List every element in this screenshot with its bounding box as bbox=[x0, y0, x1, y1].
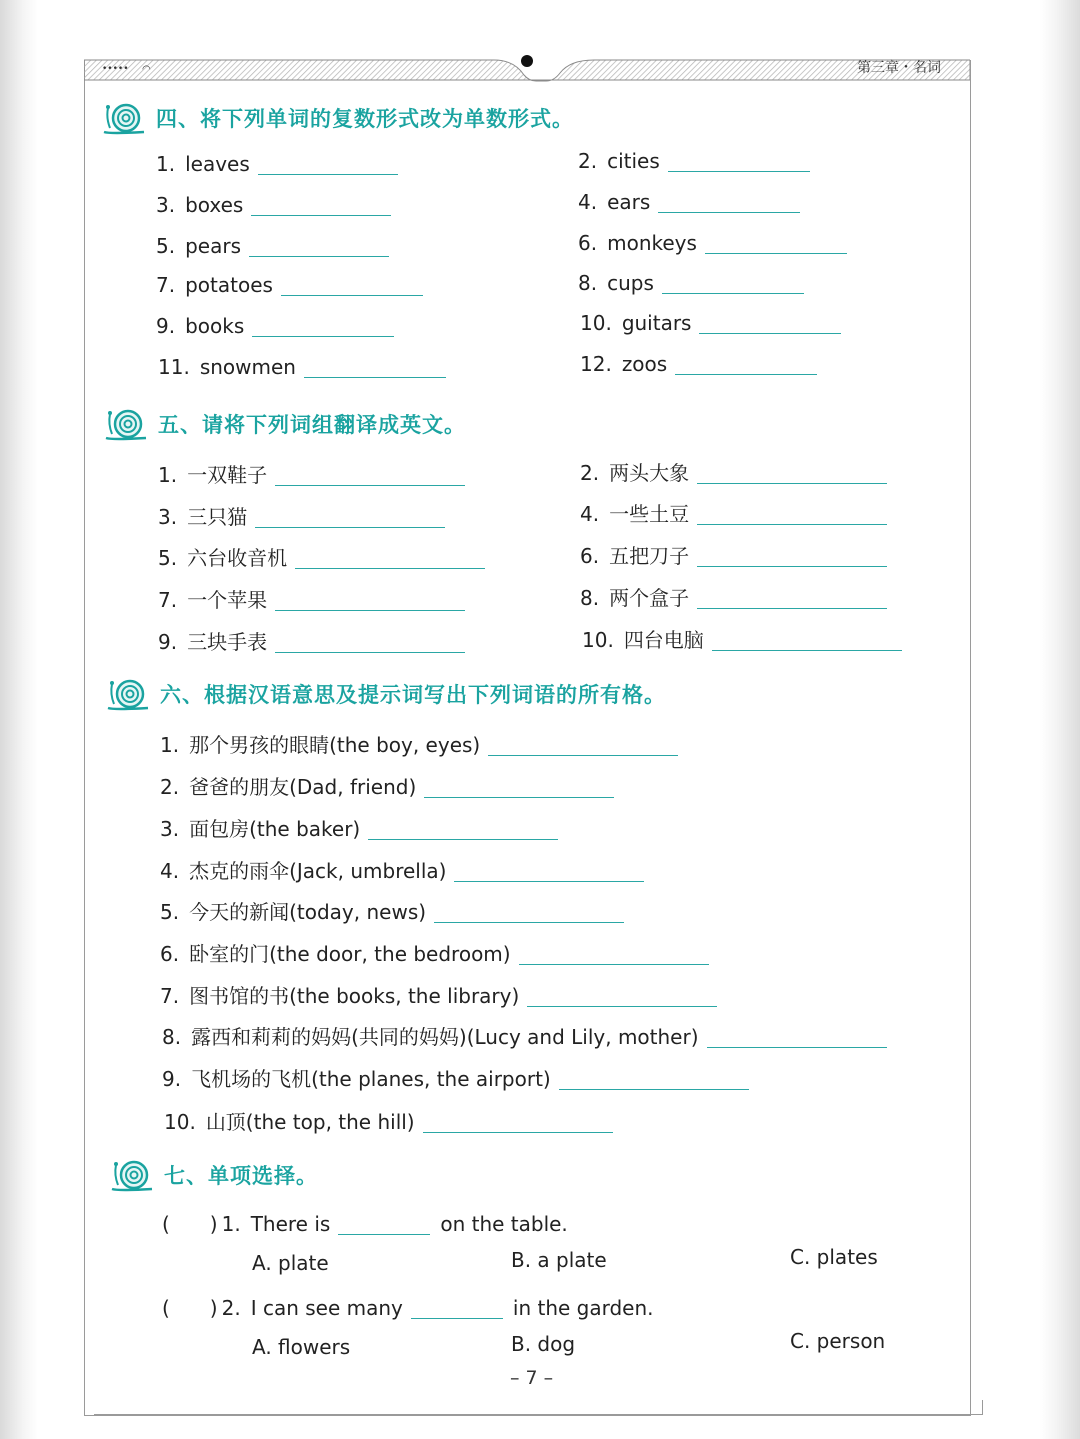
chapter-label: 第三章・名词 bbox=[857, 60, 941, 76]
item-number: 8. bbox=[578, 271, 598, 295]
answer-blank[interactable] bbox=[697, 482, 887, 484]
list-item bbox=[578, 231, 847, 255]
snail-icon bbox=[102, 404, 152, 444]
list-item bbox=[158, 355, 446, 379]
choice-c[interactable]: C. person bbox=[790, 1329, 886, 1353]
item-number: 2. bbox=[160, 775, 180, 799]
page-frame-right bbox=[970, 60, 983, 1415]
list-item bbox=[578, 190, 800, 214]
list-item bbox=[580, 582, 887, 611]
item-number: 2. bbox=[580, 461, 600, 485]
item-text: 卧室的门(the door, the bedroom) bbox=[189, 942, 511, 966]
answer-blank[interactable] bbox=[488, 754, 678, 756]
item-number: 3. bbox=[160, 817, 180, 841]
item-number: 4. bbox=[160, 859, 180, 883]
item-text: cities bbox=[607, 149, 660, 173]
item-number: 8. bbox=[580, 586, 600, 610]
item-text: 三块手表 bbox=[187, 630, 268, 654]
answer-blank[interactable] bbox=[295, 567, 485, 569]
list-item bbox=[160, 855, 644, 884]
answer-blank[interactable] bbox=[675, 373, 817, 375]
question-2 bbox=[162, 1292, 654, 1321]
answer-blank[interactable] bbox=[705, 252, 847, 254]
list-item bbox=[160, 813, 558, 842]
item-text: cups bbox=[607, 271, 654, 295]
item-number: 1. bbox=[160, 733, 180, 757]
answer-blank[interactable] bbox=[338, 1233, 430, 1235]
answer-blank[interactable] bbox=[411, 1317, 503, 1319]
item-number: 2. bbox=[578, 149, 598, 173]
item-text: leaves bbox=[185, 152, 250, 176]
snail-icon bbox=[100, 98, 150, 138]
list-item bbox=[578, 271, 804, 295]
choice-c[interactable]: C. plates bbox=[790, 1245, 878, 1269]
list-item bbox=[580, 498, 887, 527]
answer-blank[interactable] bbox=[434, 921, 624, 923]
list-item bbox=[160, 896, 624, 925]
choice-b[interactable]: B. a plate bbox=[511, 1248, 607, 1272]
item-number: 9. bbox=[162, 1067, 182, 1091]
answer-blank[interactable] bbox=[252, 335, 394, 337]
question-text-pre: I can see many bbox=[250, 1296, 403, 1320]
question-1 bbox=[162, 1208, 568, 1237]
answer-blank[interactable] bbox=[249, 255, 389, 257]
page-frame-bottom bbox=[94, 1400, 983, 1415]
item-number: 10. bbox=[582, 628, 614, 652]
list-item bbox=[160, 771, 614, 800]
section-4-title: 四、将下列单词的复数形式改为单数形式。 bbox=[156, 107, 574, 131]
section-7-title: 七、单项选择。 bbox=[164, 1164, 318, 1188]
item-text: guitars bbox=[621, 311, 692, 335]
answer-blank[interactable] bbox=[658, 211, 800, 213]
item-text: 杰克的雨伞(Jack, umbrella) bbox=[189, 859, 447, 883]
list-item bbox=[158, 542, 485, 571]
item-number: 8. bbox=[162, 1025, 182, 1049]
item-number: 5. bbox=[160, 900, 180, 924]
list-item bbox=[156, 314, 394, 338]
item-text: 露西和莉莉的妈妈(共同的妈妈)(Lucy and Lily, mother) bbox=[191, 1025, 699, 1049]
answer-blank[interactable] bbox=[668, 170, 810, 172]
list-item bbox=[580, 540, 887, 569]
item-number: 10. bbox=[164, 1110, 196, 1134]
list-item bbox=[160, 938, 709, 967]
question-text-post: in the garden. bbox=[512, 1296, 654, 1320]
list-item bbox=[158, 459, 465, 488]
section-7-heading bbox=[108, 1155, 318, 1195]
item-text: zoos bbox=[621, 352, 668, 376]
item-text: boxes bbox=[185, 193, 244, 217]
list-item bbox=[158, 501, 445, 530]
item-text: 爸爸的朋友(Dad, friend) bbox=[189, 775, 417, 799]
section-6-title: 六、根据汉语意思及提示词写出下列词语的所有格。 bbox=[160, 683, 666, 707]
answer-blank[interactable] bbox=[662, 292, 804, 294]
item-text: monkeys bbox=[607, 231, 697, 255]
section-5-title: 五、请将下列词组翻译成英文。 bbox=[158, 413, 466, 437]
answer-blank[interactable] bbox=[258, 173, 398, 175]
answer-blank[interactable] bbox=[712, 649, 902, 651]
list-item bbox=[160, 980, 717, 1009]
answer-paren[interactable]: ( ) bbox=[162, 1296, 218, 1320]
answer-blank[interactable] bbox=[699, 332, 841, 334]
answer-blank[interactable] bbox=[697, 565, 887, 567]
page-shadow-right bbox=[1040, 0, 1080, 1439]
list-item bbox=[156, 193, 391, 217]
list-item bbox=[162, 1063, 749, 1092]
item-number: 6. bbox=[160, 942, 180, 966]
list-item bbox=[156, 273, 423, 297]
item-number: 6. bbox=[578, 231, 598, 255]
answer-blank[interactable] bbox=[275, 651, 465, 653]
answer-blank[interactable] bbox=[423, 1131, 613, 1133]
item-number: 10. bbox=[580, 311, 612, 335]
answer-blank[interactable] bbox=[424, 796, 614, 798]
answer-blank[interactable] bbox=[454, 880, 644, 882]
item-text: potatoes bbox=[185, 273, 273, 297]
item-text: books bbox=[185, 314, 245, 338]
item-text: 飞机场的飞机(the planes, the airport) bbox=[191, 1067, 551, 1091]
snail-icon bbox=[108, 1155, 158, 1195]
question-text-post: on the table. bbox=[440, 1212, 568, 1236]
list-item bbox=[580, 352, 817, 376]
item-number: 6. bbox=[580, 544, 600, 568]
item-text: 六台收音机 bbox=[187, 546, 288, 570]
answer-blank[interactable] bbox=[559, 1088, 749, 1090]
status-dots: ••••• bbox=[102, 64, 129, 74]
list-item bbox=[164, 1106, 613, 1135]
choice-b[interactable]: B. dog bbox=[511, 1332, 576, 1356]
list-item bbox=[158, 626, 465, 655]
item-number: 2. bbox=[221, 1296, 241, 1320]
answer-blank[interactable] bbox=[697, 523, 887, 525]
item-number: 1. bbox=[221, 1212, 241, 1236]
item-text: 两头大象 bbox=[609, 461, 690, 485]
answer-blank[interactable] bbox=[304, 376, 446, 378]
item-text: 图书馆的书(the books, the library) bbox=[189, 984, 520, 1008]
answer-blank[interactable] bbox=[519, 963, 709, 965]
item-number: 4. bbox=[580, 502, 600, 526]
item-text: 两个盒子 bbox=[609, 586, 690, 610]
list-item bbox=[156, 152, 398, 176]
section-4-heading bbox=[100, 98, 574, 138]
page-number: – 7 – bbox=[510, 1367, 554, 1389]
item-number: 7. bbox=[158, 588, 178, 612]
item-text: 一个苹果 bbox=[187, 588, 268, 612]
answer-paren[interactable]: ( ) bbox=[162, 1212, 218, 1236]
answer-blank[interactable] bbox=[275, 609, 465, 611]
item-number: 3. bbox=[158, 505, 178, 529]
page-shadow-left bbox=[0, 0, 38, 1439]
list-item bbox=[578, 149, 810, 173]
wifi-icon: ◠ bbox=[142, 64, 151, 75]
item-number: 5. bbox=[156, 234, 176, 258]
choice-a[interactable]: A. plate bbox=[252, 1251, 329, 1275]
item-number: 7. bbox=[160, 984, 180, 1008]
list-item bbox=[580, 311, 841, 335]
item-text: 四台电脑 bbox=[623, 628, 704, 652]
item-number: 1. bbox=[156, 152, 176, 176]
section-5-heading bbox=[102, 404, 466, 444]
answer-blank[interactable] bbox=[251, 214, 391, 216]
item-text: 三只猫 bbox=[187, 505, 248, 529]
list-item bbox=[582, 624, 902, 653]
item-text: pears bbox=[185, 234, 241, 258]
question-text-pre: There is bbox=[250, 1212, 331, 1236]
item-number: 9. bbox=[156, 314, 176, 338]
item-text: 今天的新闻(today, news) bbox=[189, 900, 427, 924]
snail-icon bbox=[104, 674, 154, 714]
item-text: 山顶(the top, the hill) bbox=[205, 1110, 415, 1134]
camera-dot-icon bbox=[521, 55, 533, 67]
list-item bbox=[158, 584, 465, 613]
section-6-heading bbox=[104, 674, 666, 714]
item-number: 1. bbox=[158, 463, 178, 487]
list-item bbox=[160, 729, 678, 758]
answer-blank[interactable] bbox=[281, 294, 423, 296]
choice-a[interactable]: A. flowers bbox=[252, 1335, 351, 1359]
item-number: 7. bbox=[156, 273, 176, 297]
item-text: ears bbox=[607, 190, 651, 214]
item-number: 11. bbox=[158, 355, 190, 379]
item-number: 12. bbox=[580, 352, 612, 376]
item-number: 4. bbox=[578, 190, 598, 214]
list-item bbox=[580, 457, 887, 486]
answer-blank[interactable] bbox=[275, 484, 465, 486]
item-number: 3. bbox=[156, 193, 176, 217]
answer-blank[interactable] bbox=[707, 1046, 887, 1048]
answer-blank[interactable] bbox=[697, 607, 887, 609]
item-number: 9. bbox=[158, 630, 178, 654]
item-text: 一些土豆 bbox=[609, 502, 690, 526]
item-text: 一双鞋子 bbox=[187, 463, 268, 487]
item-text: 面包房(the baker) bbox=[189, 817, 361, 841]
list-item bbox=[162, 1021, 887, 1050]
item-text: 五把刀子 bbox=[609, 544, 690, 568]
item-text: 那个男孩的眼睛(the boy, eyes) bbox=[189, 733, 481, 757]
list-item bbox=[156, 234, 389, 258]
item-text: snowmen bbox=[199, 355, 296, 379]
item-number: 5. bbox=[158, 546, 178, 570]
answer-blank[interactable] bbox=[255, 526, 445, 528]
answer-blank[interactable] bbox=[527, 1005, 717, 1007]
answer-blank[interactable] bbox=[368, 838, 558, 840]
